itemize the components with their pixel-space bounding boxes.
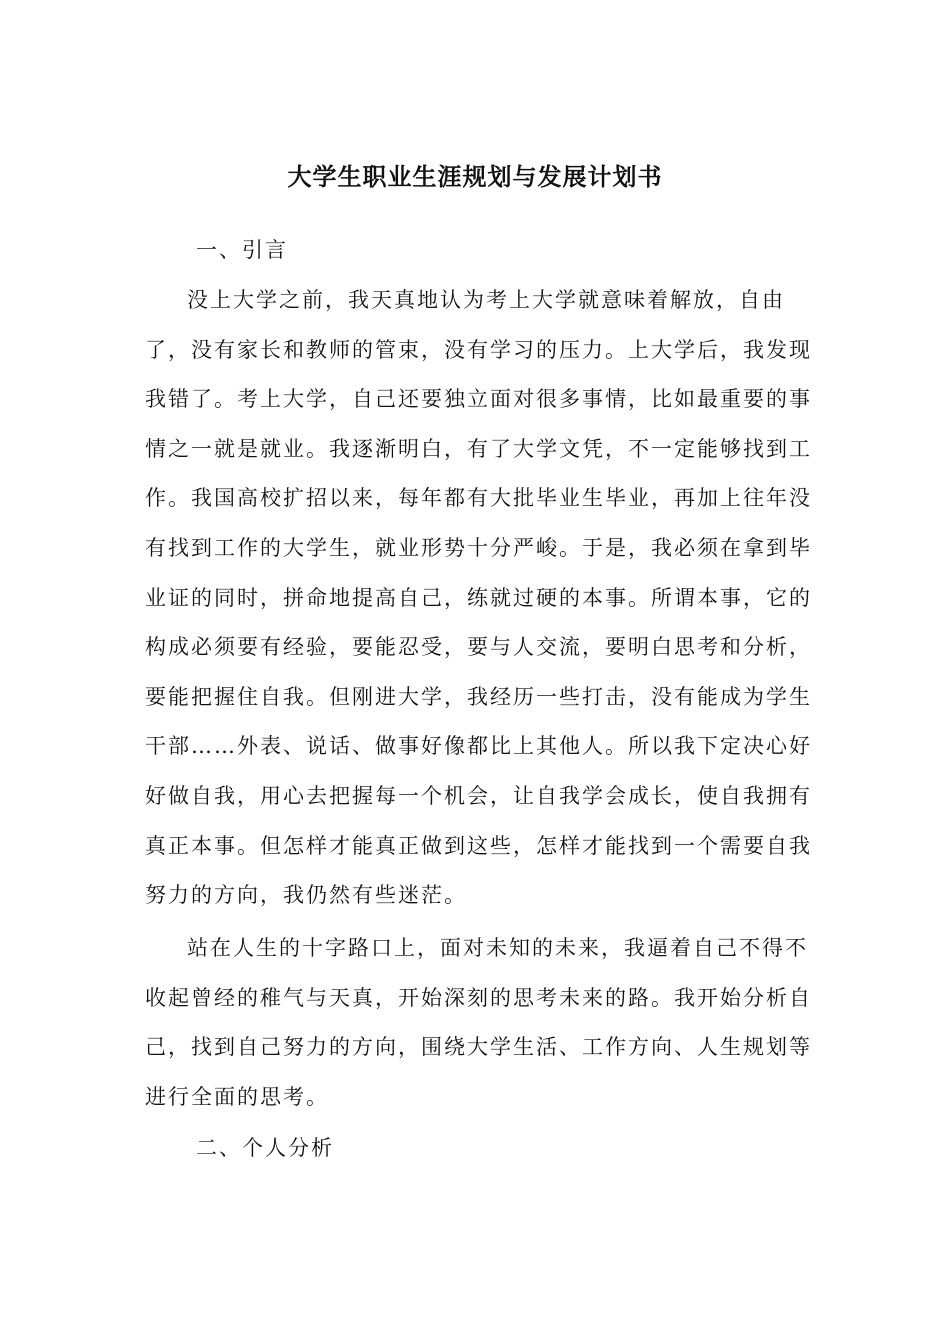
paragraph: 没上大学之前，我天真地认为考上大学就意味着解放，自由了，没有家长和教师的管束，没有学习的压力。上大学后，我发现我错了。考上大学，自己还要独立面对很多事情，比如最重要的事情之一就是就业。我逐渐明白，有了大学文凭，不一定能够找到工作。我国高校扩招以来，每年都有大批毕业生毕业，再加上往年没有找到工作的大学生，就业形势十分严峻。于是，我必须在拿到毕业证的同时，拼命地提高自己，练就过硬的本事。所谓本事，它的构成必须要有经验，要能忍受，要与人交流，要明白思考和分析，要能把握住自我。但刚进大学，我经历一些打击，没有能成为学生干部……外表、说话、做事好像都比上其他人。所以我下定决心好好做自我，用心去把握每一个机会，让自我学会成长，使自我拥有真正本事。但怎样才能真正做到这些，怎样才能找到一个需要自我努力的方向，我仍然有些迷茫。 bbox=[145, 288, 812, 908]
section-heading-personal-analysis: 二、个人分析 bbox=[196, 1136, 334, 1160]
paragraph: 站在人生的十字路口上，面对未知的未来，我逼着自己不得不收起曾经的稚气与天真，开始深刻的思考未来的路。我开始分析自己，找到自己努力的方向，围绕大学生活、工作方向、人生规划等进行全面的思考。 bbox=[145, 936, 812, 1109]
section-heading-introduction: 一、引言 bbox=[196, 238, 288, 262]
document-title: 大学生职业生涯规划与发展计划书 bbox=[287, 163, 663, 191]
